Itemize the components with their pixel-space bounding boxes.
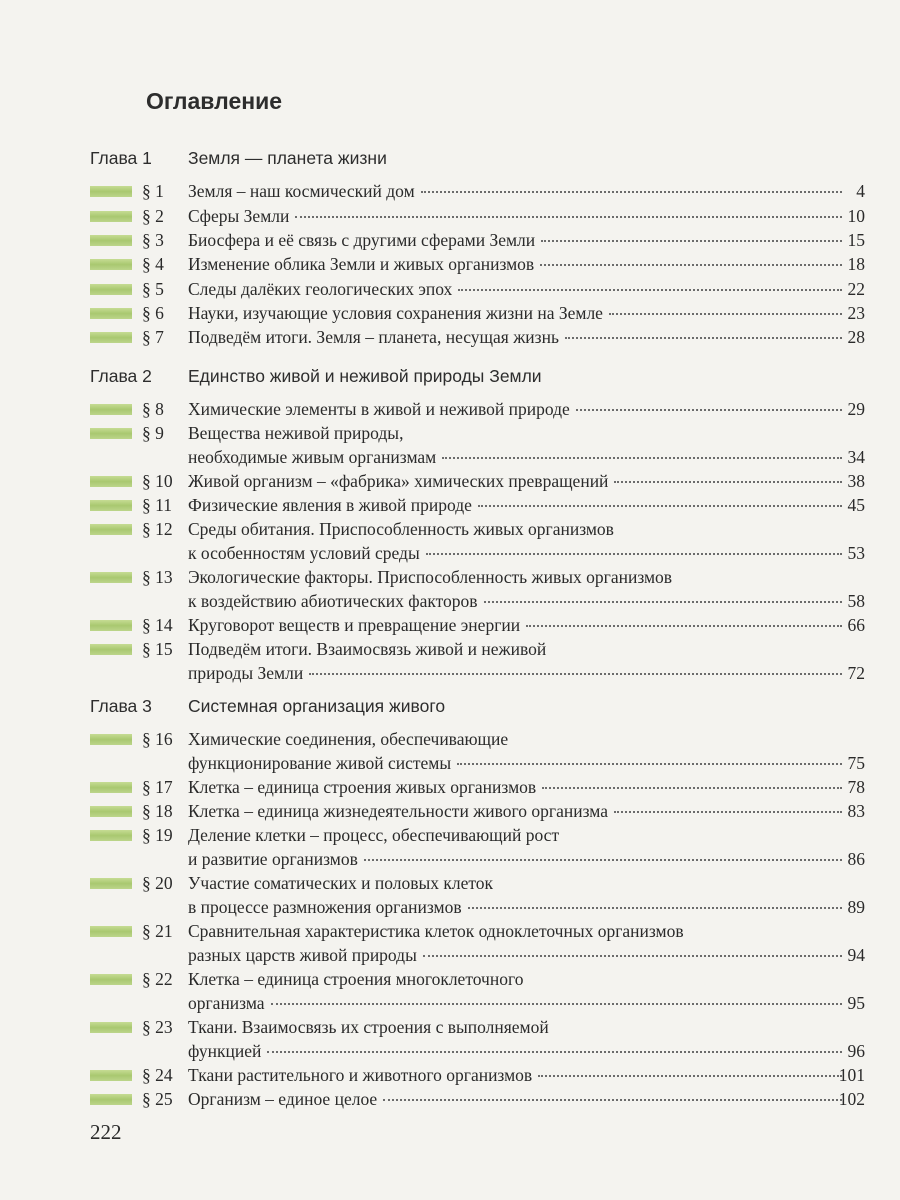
page-ref: 102 [838, 1089, 865, 1109]
toc-entry[interactable] [90, 638, 865, 685]
section-title-line: Биосфера и её связь с другими сферами Земли [188, 230, 536, 250]
section-title [188, 494, 848, 518]
section-title-line: Науки, изучающие условия сохранения жизни на Земле [188, 303, 603, 323]
section-number: § 7 [142, 327, 164, 347]
page-ref: 94 [847, 944, 865, 965]
section-title-line: Подведём итоги. Земля – планета, несущая жизнь [188, 327, 559, 347]
section-marker [90, 428, 132, 439]
section-title-line: Ткани. Взаимосвязь их строения с выполняемой [188, 1017, 549, 1037]
section-title-line: в процессе размножения организмов [188, 896, 462, 917]
section-title [188, 638, 848, 685]
section-number: § 21 [142, 921, 173, 941]
section-title-line: разных царств живой природы [188, 944, 417, 965]
section-number: § 4 [142, 254, 164, 274]
page-ref: 78 [847, 777, 865, 797]
section-number: § 25 [142, 1089, 173, 1109]
section-title [188, 278, 848, 302]
section-number: § 16 [142, 729, 173, 749]
section-number: § 9 [142, 423, 164, 443]
section-title [188, 205, 848, 229]
page-ref: 28 [847, 327, 865, 347]
section-title [188, 1016, 848, 1063]
section-title [188, 302, 848, 326]
section-marker [90, 476, 132, 487]
section-number: § 23 [142, 1017, 173, 1037]
section-title [188, 1064, 848, 1088]
section-marker [90, 259, 132, 270]
section-title [188, 398, 848, 422]
dot-leader [364, 858, 842, 861]
toc-entry[interactable] [90, 728, 865, 775]
toc-entry[interactable] [90, 205, 865, 229]
section-number: § 10 [142, 471, 173, 491]
section-title [188, 422, 848, 469]
section-title-line: Физические явления в живой природе [188, 495, 472, 515]
section-title-line: Круговорот веществ и превращение энергии [188, 615, 521, 635]
page-ref: 75 [847, 752, 865, 773]
dot-leader [309, 672, 842, 675]
page-ref: 101 [838, 1065, 865, 1085]
dot-leader [538, 1074, 842, 1077]
section-title-line: к особенностям условий среды [188, 542, 420, 563]
section-title-line: Клетка – единица строения живых организмов [188, 777, 537, 797]
section-title-line: Деление клетки – процесс, обеспечивающий рост [188, 825, 560, 845]
section-marker [90, 211, 132, 222]
toc-entry[interactable] [90, 326, 865, 350]
section-title [188, 614, 848, 638]
section-title-line: Сравнительная характеристика клеток одноклеточных организмов [188, 921, 684, 941]
section-title [188, 824, 848, 871]
section-title [188, 968, 848, 1015]
page-ref: 89 [847, 896, 865, 917]
section-marker [90, 734, 132, 745]
section-marker [90, 644, 132, 655]
section-title [188, 800, 848, 824]
dot-leader [478, 504, 842, 507]
dot-leader [423, 954, 842, 957]
section-number: § 8 [142, 399, 164, 419]
section-title-line: Экологические факторы. Приспособленность живых организмов [188, 567, 673, 587]
page-ref: 86 [847, 848, 865, 869]
section-marker [90, 500, 132, 511]
toc-entry[interactable] [90, 398, 865, 422]
section-number: § 22 [142, 969, 173, 989]
section-title-line: Химические соединения, обеспечивающие [188, 729, 509, 749]
toc-entry[interactable] [90, 229, 865, 253]
toc-entry[interactable] [90, 872, 865, 919]
section-marker [90, 404, 132, 415]
section-title [188, 470, 848, 494]
section-title-line: Земля – наш космический дом [188, 181, 415, 201]
section-title-line: Участие соматических и половых клеток [188, 873, 494, 893]
toc-entry[interactable] [90, 518, 865, 565]
dot-leader [540, 263, 842, 266]
dot-leader [542, 786, 842, 789]
toc-entry[interactable] [90, 253, 865, 277]
chapter-number: Глава 2 [90, 366, 152, 386]
section-title-line: и развитие организмов [188, 848, 358, 869]
section-title-line: Организм – единое целое [188, 1089, 378, 1109]
section-title-line: организма [188, 992, 265, 1013]
page-ref: 15 [847, 230, 865, 250]
section-title [188, 728, 848, 775]
section-number: § 6 [142, 303, 164, 323]
section-title-line: Следы далёких геологических эпох [188, 279, 453, 299]
toc-entry[interactable] [90, 1064, 865, 1088]
dot-leader [295, 215, 842, 218]
section-marker [90, 926, 132, 937]
chapter-number: Глава 1 [90, 148, 152, 168]
section-marker [90, 284, 132, 295]
page-ref: 58 [847, 590, 865, 611]
section-title-line: функцией [188, 1040, 262, 1061]
section-title [188, 180, 848, 204]
section-number: § 14 [142, 615, 173, 635]
dot-leader [457, 762, 842, 765]
toc-entry[interactable] [90, 614, 865, 638]
dot-leader [442, 456, 842, 459]
section-marker [90, 235, 132, 246]
section-marker [90, 620, 132, 631]
page-ref: 72 [847, 662, 865, 683]
section-number: § 11 [142, 495, 172, 515]
section-title [188, 872, 848, 919]
dot-leader [426, 552, 842, 555]
section-title [188, 253, 848, 277]
section-title-line: Подведём итоги. Взаимосвязь живой и неживой [188, 639, 547, 659]
dot-leader [468, 906, 842, 909]
section-number: § 18 [142, 801, 173, 821]
dot-leader [526, 624, 842, 627]
page-title: Оглавление [146, 88, 283, 114]
dot-leader [421, 190, 842, 193]
page-ref: 4 [856, 181, 865, 201]
toc-entry[interactable] [90, 494, 865, 518]
toc-entry[interactable] [90, 302, 865, 326]
page-number: 222 [90, 1120, 122, 1144]
dot-leader [383, 1098, 842, 1101]
chapter-title: Земля — планета жизни [188, 148, 387, 168]
section-title-line: Среды обитания. Приспособленность живых организмов [188, 519, 614, 539]
dot-leader [267, 1050, 842, 1053]
section-title [188, 566, 848, 613]
dot-leader [565, 336, 842, 339]
section-title [188, 326, 848, 350]
page-ref: 23 [847, 303, 865, 323]
section-title [188, 229, 848, 253]
dot-leader [541, 239, 842, 242]
section-number: § 3 [142, 230, 164, 250]
section-title-line: Сферы Земли [188, 206, 290, 226]
page-ref: 53 [847, 542, 865, 563]
section-marker [90, 524, 132, 535]
section-number: § 12 [142, 519, 173, 539]
page-ref: 38 [847, 471, 865, 491]
section-marker [90, 332, 132, 343]
toc-entry[interactable] [90, 180, 865, 204]
toc-entry[interactable] [90, 1088, 865, 1112]
page-ref: 18 [847, 254, 865, 274]
section-title-line: Изменение облика Земли и живых организмов [188, 254, 535, 274]
section-title-line: Вещества неживой природы, [188, 423, 404, 443]
page-ref: 66 [847, 615, 865, 635]
section-title-line: к воздействию абиотических факторов [188, 590, 478, 611]
page-ref: 34 [847, 446, 865, 467]
page-ref: 22 [847, 279, 865, 299]
section-marker [90, 1094, 132, 1105]
section-marker [90, 572, 132, 583]
section-title [188, 776, 848, 800]
section-number: § 17 [142, 777, 173, 797]
chapter-title: Системная организация живого [188, 696, 446, 716]
page-ref: 96 [847, 1040, 865, 1061]
section-title-line: Химические элементы в живой и неживой природе [188, 399, 570, 419]
section-number: § 19 [142, 825, 173, 845]
toc-entry[interactable] [90, 920, 865, 967]
section-marker [90, 186, 132, 197]
section-number: § 1 [142, 181, 164, 201]
section-title-line: Клетка – единица жизнедеятельности живого организма [188, 801, 608, 821]
dot-leader [271, 1002, 842, 1005]
section-number: § 15 [142, 639, 173, 659]
section-number: § 13 [142, 567, 173, 587]
toc-entry[interactable] [90, 470, 865, 494]
toc-entry[interactable] [90, 824, 865, 871]
toc-entry[interactable] [90, 278, 865, 302]
section-marker [90, 1022, 132, 1033]
section-title-line: необходимые живым организмам [188, 446, 437, 467]
section-title-line: Живой организм – «фабрика» химических превращений [188, 471, 609, 491]
chapter-title: Единство живой и неживой природы Земли [188, 366, 542, 386]
toc-entry[interactable] [90, 968, 865, 1015]
section-marker [90, 1070, 132, 1081]
toc-entry[interactable] [90, 566, 865, 613]
page-ref: 45 [847, 495, 865, 515]
toc-entry[interactable] [90, 422, 865, 469]
section-number: § 5 [142, 279, 164, 299]
section-marker [90, 878, 132, 889]
section-title-line: Ткани растительного и животного организмов [188, 1065, 533, 1085]
dot-leader [484, 600, 842, 603]
page-ref: 95 [847, 992, 865, 1013]
toc-entry[interactable] [90, 1016, 865, 1063]
section-marker [90, 782, 132, 793]
section-title-line: Клетка – единица строения многоклеточного [188, 969, 524, 989]
dot-leader [458, 288, 842, 291]
chapter-number: Глава 3 [90, 696, 152, 716]
dot-leader [576, 408, 842, 411]
page-ref: 83 [847, 801, 865, 821]
section-title [188, 920, 848, 967]
page-ref: 29 [847, 399, 865, 419]
section-title [188, 518, 848, 565]
section-title-line: функционирование живой системы [188, 752, 452, 773]
toc-entry[interactable] [90, 800, 865, 824]
section-marker [90, 308, 132, 319]
section-title [188, 1088, 848, 1112]
section-number: § 20 [142, 873, 173, 893]
section-marker [90, 974, 132, 985]
section-marker [90, 806, 132, 817]
page-ref: 10 [847, 206, 865, 226]
section-number: § 24 [142, 1065, 173, 1085]
section-title-line: природы Земли [188, 662, 304, 683]
section-marker [90, 830, 132, 841]
section-number: § 2 [142, 206, 164, 226]
toc-entry[interactable] [90, 776, 865, 800]
